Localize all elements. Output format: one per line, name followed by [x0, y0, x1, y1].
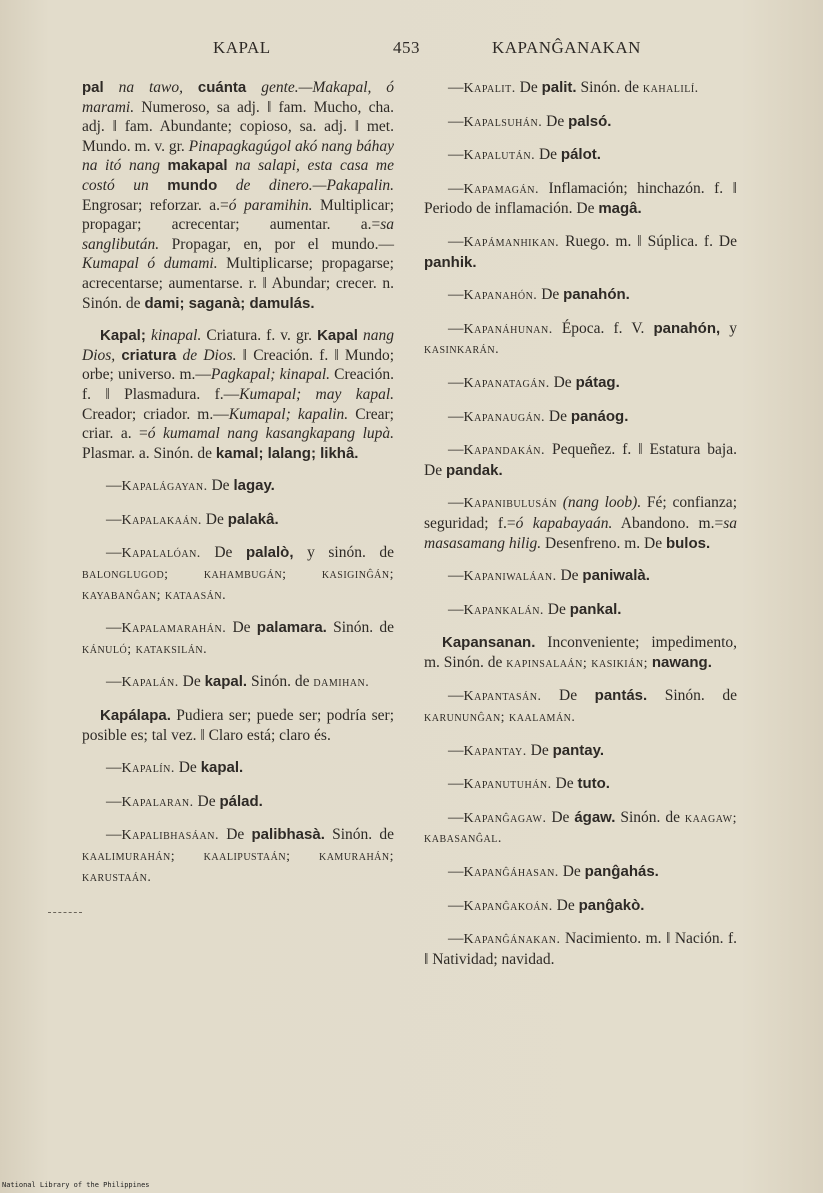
dictionary-entry: —Kapanĝánakan. Nacimiento. m. ‖ Nación. f. ‖ Natividad; navidad. — [424, 930, 737, 968]
dictionary-entry: —Kapalamarahán. De palamara. Sinón. de kánuló; kataksilán. — [82, 619, 395, 657]
dictionary-entry: —Kapalibhasáan. De palibhasà. Sinón. de kaalimurahán; kaalipustaán; kamurahán; karustaán. — [82, 826, 395, 885]
dictionary-entry: Kapal; kinapal. Criatura. f. v. gr. Kapal nang Dios, criatura de Dios. ‖ Creación. f. ‖ Mundo; orbe; universo. m.—Pagkapal; kinapal. Creación. f. ‖ Plasmadura. f.—Kumapal; may kapal. Creador; criador. m.—Kumapal; kapalin. Crear; criar. a. =ó kumamal nang kasangkapang lupà. Plasmar. a. Sinón. de kamal; lalang; likhâ. — [82, 327, 395, 462]
left-column — [82, 78, 394, 900]
dictionary-entry: Kapansanan. Inconveniente; impedimento, m. Sinón. de kapinsalaán; kasikián; nawang. — [424, 634, 737, 671]
dictionary-entry: —Kapandakán. Pequeñez. f. ‖ Estatura baja. De pandak. — [424, 441, 737, 479]
right-column — [424, 78, 737, 982]
header-left-guide-word: KAPAL — [213, 38, 271, 57]
dictionary-entry: —Kapalán. De kapal. Sinón. de damihan. — [106, 673, 370, 691]
dictionary-entry: —Kapalit. De palit. Sinón. de kahalilí. — [448, 79, 699, 96]
dictionary-entry: —Kapanahón. De panahón. — [448, 286, 630, 304]
dictionary-entry: —Kapalágayan. De lagay. — [106, 477, 275, 495]
page-header — [0, 38, 823, 62]
dictionary-entry: —Kapanĝakoán. De panĝakò. — [448, 896, 645, 914]
dictionary-entry: —Kapanĝáhasan. De panĝahás. — [448, 863, 659, 881]
dictionary-entry: —Kapanatagán. De pátag. — [448, 373, 620, 391]
page-number: 453 — [393, 38, 420, 57]
dictionary-entry: —Kapalután. De pálot. — [448, 146, 601, 164]
dictionary-entry: pal na tawo, cuánta gente.—Makapal, ó marami. Numeroso, sa adj. ‖ fam. Mucho, cha. adj. ‖ fam. Abundante; copioso, sa. adj. ‖ met. Mundo. m. v. gr. Pinapagkagúgol akó nang báhay na itó nang makapal na salapi, esta casa me costó un mundo de dinero.—Pakapalin. Engrosar; reforzar. a.=ó paramihin. Multiplicar; propagar; acrecentar; aumentar. a.=sa sanglibután. Propagar, en, por el mundo.—Kumapal ó dumami. Multiplicarse; propagarse; acrecentarse; aumentarse. r. ‖ Abundar; crecer. n. Sinón. de dami; saganà; damulás. — [82, 79, 395, 312]
dictionary-entry: —Kapalaran. De pálad. — [106, 792, 263, 810]
header-right-guide-word: KAPANĜANAKAN — [492, 38, 641, 57]
margin-mark — [48, 912, 82, 913]
dictionary-entry: —Kapanutuhán. De tuto. — [448, 775, 610, 793]
dictionary-entry: Kapálapa. Pudiera ser; puede ser; podría ser; posible es; tal vez. ‖ Claro está; claro és. — [82, 707, 394, 744]
dictionary-entry: —Kapalalóan. De palalò, y sinón. de balonglugod; kahambugán; kasiginĝán; kayabanĝan; kataasán. — [82, 544, 395, 603]
dictionary-entry: —Kapanaugán. De panáog. — [448, 407, 629, 425]
dictionary-entry: —Kapantasán. De pantás. Sinón. de karununĝan; kaalamán. — [424, 687, 738, 726]
dictionary-entry: —Kapaniwaláan. De paniwalà. — [448, 567, 650, 585]
dictionary-entry: —Kapalakaán. De palakâ. — [106, 510, 279, 528]
dictionary-entry: —Kapanĝagaw. De ágaw. Sinón. de kaagaw; kabasanĝal. — [424, 808, 737, 847]
dictionary-entry: —Kapamagán. Inflamación; hinchazón. f. ‖ Periodo de inflamación. De magâ. — [424, 179, 737, 218]
dictionary-entry: —Kapanibulusán (nang loob). Fé; confianza; seguridad; f.=ó kapabayaán. Abandono. m.=sa masasamang hilig. Desenfreno. m. De bulos. — [424, 494, 737, 552]
dictionary-entry: —Kapanáhunan. Época. f. V. panahón, y kasinkarán. — [424, 319, 737, 358]
dictionary-entry: —Kapalín. De kapal. — [106, 759, 244, 777]
footer-credit: National Library of the Philippines — [2, 1181, 150, 1189]
dictionary-entry: —Kapalsuhán. De palsó. — [448, 112, 612, 130]
dictionary-entry: —Kapámanhikan. Ruego. m. ‖ Súplica. f. De panhik. — [424, 232, 737, 271]
dictionary-entry: —Kapankalán. De pankal. — [448, 600, 622, 618]
dictionary-entry: —Kapantay. De pantay. — [448, 741, 604, 759]
